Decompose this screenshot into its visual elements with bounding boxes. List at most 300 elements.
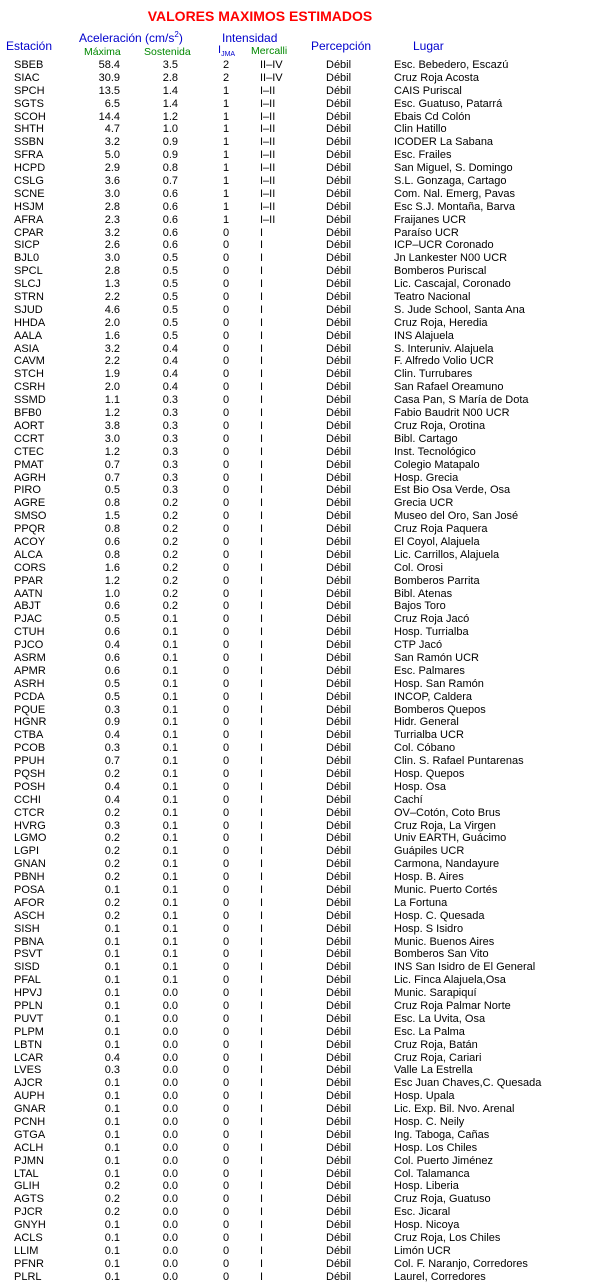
mercalli-intensity: I xyxy=(260,1077,264,1090)
station-code: CTUH xyxy=(14,626,45,639)
jma-intensity: 0 xyxy=(222,639,230,652)
perception: Débil xyxy=(326,909,352,922)
max-acceleration: 0.1 xyxy=(104,1025,120,1038)
max-acceleration: 2.2 xyxy=(104,355,120,368)
max-acceleration: 1.6 xyxy=(104,561,120,574)
mercalli-intensity: I xyxy=(260,1154,264,1167)
header-lugar: Lugar xyxy=(413,39,444,53)
mercalli-intensity: I xyxy=(260,987,264,1000)
max-acceleration: 3.0 xyxy=(104,187,120,200)
station-code: PPUH xyxy=(14,755,45,768)
station-code: ACLH xyxy=(14,1141,44,1154)
location: San Ramón UCR xyxy=(394,651,479,664)
sustained-acceleration: 0.4 xyxy=(162,355,178,368)
table-row xyxy=(0,72,590,85)
jma-intensity: 0 xyxy=(222,587,230,600)
location: Lic. Cascajal, Coronado xyxy=(394,278,511,291)
perception: Débil xyxy=(326,123,352,136)
location: Bomberos San Vito xyxy=(394,948,489,961)
station-code: PLRL xyxy=(14,1270,42,1283)
max-acceleration: 0.2 xyxy=(104,806,120,819)
table-row xyxy=(0,562,590,575)
table-row xyxy=(0,1232,590,1245)
table-row xyxy=(0,691,590,704)
station-code: GLIH xyxy=(14,1180,40,1193)
table-row xyxy=(0,1168,590,1181)
sustained-acceleration: 0.5 xyxy=(162,278,178,291)
sustained-acceleration: 0.2 xyxy=(162,510,178,523)
station-code: PLPM xyxy=(14,1025,44,1038)
max-acceleration: 2.0 xyxy=(104,381,120,394)
perception: Débil xyxy=(326,703,352,716)
jma-intensity: 0 xyxy=(222,1141,230,1154)
max-acceleration: 0.1 xyxy=(104,1270,120,1283)
jma-intensity: 2 xyxy=(222,71,230,84)
jma-intensity: 0 xyxy=(222,574,230,587)
station-code: PFNR xyxy=(14,1257,44,1270)
station-code: CSRH xyxy=(14,381,46,394)
station-code: SSBN xyxy=(14,136,44,149)
jma-intensity: 0 xyxy=(222,987,230,1000)
sustained-acceleration: 0.0 xyxy=(162,1128,178,1141)
location: Bomberos Puriscal xyxy=(394,265,487,278)
sustained-acceleration: 0.1 xyxy=(162,909,178,922)
header-ijma xyxy=(218,44,236,59)
sustained-acceleration: 0.1 xyxy=(162,626,178,639)
max-acceleration: 1.0 xyxy=(104,587,120,600)
location: Ebais Cd Colón xyxy=(394,110,471,123)
max-acceleration: 3.2 xyxy=(104,342,120,355)
perception: Débil xyxy=(326,471,352,484)
mercalli-intensity: I xyxy=(260,1206,264,1219)
perception: Débil xyxy=(326,265,352,278)
station-code: AFRA xyxy=(14,213,44,226)
mercalli-intensity: I–II xyxy=(260,187,276,200)
table-row xyxy=(0,858,590,871)
location: Cruz Roja, Cariari xyxy=(394,1051,482,1064)
mercalli-intensity: II–IV xyxy=(260,59,283,71)
station-code: SJUD xyxy=(14,303,43,316)
mercalli-intensity: I xyxy=(260,613,264,626)
jma-intensity: 0 xyxy=(222,961,230,974)
mercalli-intensity: I–II xyxy=(260,97,276,110)
table-row xyxy=(0,1013,590,1026)
perception: Débil xyxy=(326,767,352,780)
mercalli-intensity: I xyxy=(260,780,264,793)
station-code: SIAC xyxy=(14,71,40,84)
sustained-acceleration: 0.0 xyxy=(162,1257,178,1270)
max-acceleration: 0.1 xyxy=(104,1244,120,1257)
max-acceleration: 3.0 xyxy=(104,252,120,265)
table-row xyxy=(0,974,590,987)
station-code: PBNA xyxy=(14,935,44,948)
mercalli-intensity: I xyxy=(260,1219,264,1232)
max-acceleration: 2.3 xyxy=(104,213,120,226)
jma-intensity: 0 xyxy=(222,1103,230,1116)
max-acceleration: 3.6 xyxy=(104,175,120,188)
station-code: SBEB xyxy=(14,59,44,71)
perception: Débil xyxy=(326,974,352,987)
sustained-acceleration: 0.1 xyxy=(162,935,178,948)
perception: Débil xyxy=(326,316,352,329)
sustained-acceleration: 0.5 xyxy=(162,303,178,316)
sustained-acceleration: 0.3 xyxy=(162,419,178,432)
station-code: GNYH xyxy=(14,1219,46,1232)
table-row xyxy=(0,1052,590,1065)
mercalli-intensity: I xyxy=(260,1128,264,1141)
location: S.L. Gonzaga, Cartago xyxy=(394,175,507,188)
station-code: GNAN xyxy=(14,858,46,871)
jma-intensity: 0 xyxy=(222,600,230,613)
station-code: LGMO xyxy=(14,832,47,845)
jma-intensity: 0 xyxy=(222,845,230,858)
max-acceleration: 0.2 xyxy=(104,871,120,884)
location: Fabio Baudrit N00 UCR xyxy=(394,407,510,420)
location: Hosp. Osa xyxy=(394,780,446,793)
max-acceleration: 58.4 xyxy=(98,59,120,71)
perception: Débil xyxy=(326,239,352,252)
sustained-acceleration: 0.1 xyxy=(162,806,178,819)
table-row xyxy=(0,523,590,536)
sustained-acceleration: 1.4 xyxy=(162,84,178,97)
mercalli-intensity: I xyxy=(260,1244,264,1257)
perception: Débil xyxy=(326,806,352,819)
max-acceleration: 0.7 xyxy=(104,471,120,484)
table-row xyxy=(0,407,590,420)
max-acceleration: 0.2 xyxy=(104,1180,120,1193)
jma-intensity: 0 xyxy=(222,1180,230,1193)
station-code: SISD xyxy=(14,961,40,974)
mercalli-intensity: I xyxy=(260,922,264,935)
station-code: STCH xyxy=(14,368,44,381)
jma-intensity: 1 xyxy=(222,84,230,97)
sustained-acceleration: 0.0 xyxy=(162,1090,178,1103)
mercalli-intensity: I–II xyxy=(260,110,276,123)
station-code: SHTH xyxy=(14,123,44,136)
station-code: PMAT xyxy=(14,458,44,471)
mercalli-intensity: I xyxy=(260,832,264,845)
mercalli-intensity: I xyxy=(260,548,264,561)
table-row xyxy=(0,600,590,613)
location: Col. Cóbano xyxy=(394,742,456,755)
perception: Débil xyxy=(326,587,352,600)
location: Esc. La Palma xyxy=(394,1025,465,1038)
perception: Débil xyxy=(326,59,352,71)
max-acceleration: 0.1 xyxy=(104,884,120,896)
sustained-acceleration: 0.5 xyxy=(162,252,178,265)
sustained-acceleration: 0.1 xyxy=(162,896,178,909)
table-row xyxy=(0,1180,590,1193)
perception: Débil xyxy=(326,381,352,394)
sustained-acceleration: 0.1 xyxy=(162,677,178,690)
jma-intensity: 0 xyxy=(222,922,230,935)
station-code: CCRT xyxy=(14,432,45,445)
max-acceleration: 0.2 xyxy=(104,909,120,922)
location: Cruz Roja, Guatuso xyxy=(394,1193,491,1206)
max-acceleration: 0.1 xyxy=(104,1167,120,1180)
perception: Débil xyxy=(326,1193,352,1206)
table-row xyxy=(0,1245,590,1258)
table-row xyxy=(0,472,590,485)
location: Guápiles UCR xyxy=(394,845,465,858)
sustained-acceleration: 0.0 xyxy=(162,1064,178,1077)
jma-intensity: 0 xyxy=(222,226,230,239)
header-maxima: Máxima xyxy=(84,46,121,58)
station-code: LVES xyxy=(14,1064,42,1077)
perception: Débil xyxy=(326,1077,352,1090)
max-acceleration: 0.9 xyxy=(104,716,120,729)
header-mercalli: Mercalli xyxy=(251,45,288,57)
location: Inst. Tecnológico xyxy=(394,445,476,458)
sustained-acceleration: 0.2 xyxy=(162,574,178,587)
mercalli-intensity: I–II xyxy=(260,123,276,136)
mercalli-intensity: I xyxy=(260,1167,264,1180)
jma-intensity: 0 xyxy=(222,1154,230,1167)
jma-intensity: 0 xyxy=(222,497,230,510)
sustained-acceleration: 0.0 xyxy=(162,1038,178,1051)
jma-intensity: 0 xyxy=(222,471,230,484)
mercalli-intensity: I–II xyxy=(260,136,276,149)
perception: Débil xyxy=(326,858,352,871)
sustained-acceleration: 0.1 xyxy=(162,613,178,626)
location: Hosp. San Ramón xyxy=(394,677,484,690)
sustained-acceleration: 0.4 xyxy=(162,342,178,355)
max-acceleration: 0.4 xyxy=(104,639,120,652)
max-acceleration: 3.8 xyxy=(104,419,120,432)
max-acceleration: 1.1 xyxy=(104,394,120,407)
jma-intensity: 0 xyxy=(222,1116,230,1129)
location: Hosp. Los Chiles xyxy=(394,1141,478,1154)
location: INS Alajuela xyxy=(394,329,454,342)
perception: Débil xyxy=(326,896,352,909)
perception: Débil xyxy=(326,845,352,858)
perception: Débil xyxy=(326,1219,352,1232)
max-acceleration: 3.2 xyxy=(104,136,120,149)
table-row xyxy=(0,1155,590,1168)
station-code: SICP xyxy=(14,239,40,252)
table-row xyxy=(0,368,590,381)
table-row xyxy=(0,1129,590,1142)
perception: Débil xyxy=(326,84,352,97)
mercalli-intensity: I xyxy=(260,291,264,304)
location: Cruz Roja, Batán xyxy=(394,1038,478,1051)
table-row xyxy=(0,201,590,214)
perception: Débil xyxy=(326,690,352,703)
max-acceleration: 0.4 xyxy=(104,793,120,806)
perception: Débil xyxy=(326,716,352,729)
location: Turrialba UCR xyxy=(394,729,464,742)
jma-intensity: 0 xyxy=(222,780,230,793)
stations-table xyxy=(0,59,590,1284)
sustained-acceleration: 0.2 xyxy=(162,548,178,561)
max-acceleration: 5.0 xyxy=(104,149,120,162)
perception: Débil xyxy=(326,1000,352,1013)
table-row xyxy=(0,665,590,678)
max-acceleration: 0.2 xyxy=(104,896,120,909)
table-row xyxy=(0,1026,590,1039)
jma-intensity: 0 xyxy=(222,626,230,639)
location: Lic. Finca Alajuela,Osa xyxy=(394,974,506,987)
table-row xyxy=(0,214,590,227)
sustained-acceleration: 0.3 xyxy=(162,394,178,407)
sustained-acceleration: 0.1 xyxy=(162,961,178,974)
sustained-acceleration: 3.5 xyxy=(162,59,178,71)
station-code: APMR xyxy=(14,664,46,677)
sustained-acceleration: 0.1 xyxy=(162,716,178,729)
table-row xyxy=(0,1116,590,1129)
station-code: SFRA xyxy=(14,149,44,162)
sustained-acceleration: 0.4 xyxy=(162,368,178,381)
location: Hosp. B. Aires xyxy=(394,871,464,884)
sustained-acceleration: 0.1 xyxy=(162,974,178,987)
table-row xyxy=(0,1064,590,1077)
sustained-acceleration: 0.5 xyxy=(162,265,178,278)
perception: Débil xyxy=(326,291,352,304)
location: Laurel, Corredores xyxy=(394,1270,486,1283)
sustained-acceleration: 0.1 xyxy=(162,703,178,716)
perception: Débil xyxy=(326,175,352,188)
station-code: PQSH xyxy=(14,767,46,780)
jma-intensity: 0 xyxy=(222,458,230,471)
mercalli-intensity: I xyxy=(260,561,264,574)
table-row xyxy=(0,175,590,188)
perception: Débil xyxy=(326,948,352,961)
perception: Débil xyxy=(326,110,352,123)
mercalli-intensity: I xyxy=(260,471,264,484)
max-acceleration: 0.1 xyxy=(104,948,120,961)
table-row xyxy=(0,742,590,755)
sustained-acceleration: 0.6 xyxy=(162,200,178,213)
sustained-acceleration: 0.1 xyxy=(162,819,178,832)
jma-intensity: 0 xyxy=(222,510,230,523)
max-acceleration: 2.8 xyxy=(104,200,120,213)
location: Esc. Frailes xyxy=(394,149,452,162)
sustained-acceleration: 0.3 xyxy=(162,458,178,471)
table-row xyxy=(0,1090,590,1103)
sustained-acceleration: 0.0 xyxy=(162,1141,178,1154)
perception: Débil xyxy=(326,97,352,110)
perception: Débil xyxy=(326,922,352,935)
mercalli-intensity: I xyxy=(260,1116,264,1129)
page-title: VALORES MAXIMOS ESTIMADOS xyxy=(147,8,373,24)
table-row xyxy=(0,794,590,807)
station-code: LCAR xyxy=(14,1051,44,1064)
jma-intensity: 0 xyxy=(222,974,230,987)
perception: Débil xyxy=(326,278,352,291)
location: ICODER La Sabana xyxy=(394,136,494,149)
jma-intensity: 0 xyxy=(222,303,230,316)
location: Hosp. C. Neily xyxy=(394,1116,465,1129)
station-code: BFB0 xyxy=(14,407,42,420)
mercalli-intensity: I–II xyxy=(260,175,276,188)
location: Hosp. Turrialba xyxy=(394,626,469,639)
jma-intensity: 0 xyxy=(222,935,230,948)
location: Colegio Matapalo xyxy=(394,458,480,471)
location: Clin Hatillo xyxy=(394,123,447,136)
table-row xyxy=(0,98,590,111)
station-code: LGPI xyxy=(14,845,40,858)
mercalli-intensity: I xyxy=(260,1257,264,1270)
location: Hosp. Nicoya xyxy=(394,1219,460,1232)
max-acceleration: 0.2 xyxy=(104,832,120,845)
table-row xyxy=(0,588,590,601)
station-code: SCOH xyxy=(14,110,46,123)
max-acceleration: 13.5 xyxy=(98,84,120,97)
perception: Débil xyxy=(326,226,352,239)
jma-intensity: 0 xyxy=(222,703,230,716)
header-ijma-sub: JMA xyxy=(221,51,236,59)
mercalli-intensity: I xyxy=(260,1103,264,1116)
perception: Débil xyxy=(326,639,352,652)
location: Lic. Exp. Bil. Nvo. Arenal xyxy=(394,1103,515,1116)
perception: Débil xyxy=(326,355,352,368)
sustained-acceleration: 0.5 xyxy=(162,291,178,304)
mercalli-intensity: I xyxy=(260,381,264,394)
table-row xyxy=(0,484,590,497)
mercalli-intensity: I xyxy=(260,858,264,871)
table-row xyxy=(0,343,590,356)
location: La Fortuna xyxy=(394,896,448,909)
perception: Débil xyxy=(326,1270,352,1283)
station-code: SLCJ xyxy=(14,278,41,291)
location: Hidr. General xyxy=(394,716,459,729)
jma-intensity: 0 xyxy=(222,1219,230,1232)
station-code: PCDA xyxy=(14,690,45,703)
station-code: HCPD xyxy=(14,162,46,175)
table-row xyxy=(0,497,590,510)
jma-intensity: 0 xyxy=(222,278,230,291)
jma-intensity: 0 xyxy=(222,1051,230,1064)
jma-intensity: 1 xyxy=(222,123,230,136)
sustained-acceleration: 0.1 xyxy=(162,651,178,664)
max-acceleration: 0.8 xyxy=(104,497,120,510)
perception: Débil xyxy=(326,574,352,587)
perception: Débil xyxy=(326,1038,352,1051)
sustained-acceleration: 0.0 xyxy=(162,1000,178,1013)
max-acceleration: 0.3 xyxy=(104,703,120,716)
perception: Débil xyxy=(326,510,352,523)
sustained-acceleration: 0.0 xyxy=(162,987,178,1000)
location: Esc S.J. Montaña, Barva xyxy=(394,200,516,213)
station-code: ACOY xyxy=(14,535,46,548)
table-row xyxy=(0,923,590,936)
table-row xyxy=(0,936,590,949)
sustained-acceleration: 0.3 xyxy=(162,445,178,458)
location: Hosp. Liberia xyxy=(394,1180,459,1193)
jma-intensity: 0 xyxy=(222,948,230,961)
location: Bomberos Parrita xyxy=(394,574,480,587)
perception: Débil xyxy=(326,961,352,974)
jma-intensity: 0 xyxy=(222,445,230,458)
location: Munic. Sarapiquí xyxy=(394,987,477,1000)
location: Cruz Roja Jacó xyxy=(394,613,470,626)
sustained-acceleration: 0.9 xyxy=(162,149,178,162)
location: Esc. La Uvita, Osa xyxy=(394,1012,486,1025)
max-acceleration: 1.3 xyxy=(104,278,120,291)
mercalli-intensity: I xyxy=(260,1180,264,1193)
table-row xyxy=(0,355,590,368)
table-row xyxy=(0,832,590,845)
location: Esc. Palmares xyxy=(394,664,465,677)
location: Cruz Roja Acosta xyxy=(394,71,479,84)
max-acceleration: 0.5 xyxy=(104,677,120,690)
max-acceleration: 0.1 xyxy=(104,1141,120,1154)
max-acceleration: 2.0 xyxy=(104,316,120,329)
station-code: CTEC xyxy=(14,445,44,458)
perception: Débil xyxy=(326,162,352,175)
sustained-acceleration: 0.0 xyxy=(162,1154,178,1167)
jma-intensity: 0 xyxy=(222,419,230,432)
